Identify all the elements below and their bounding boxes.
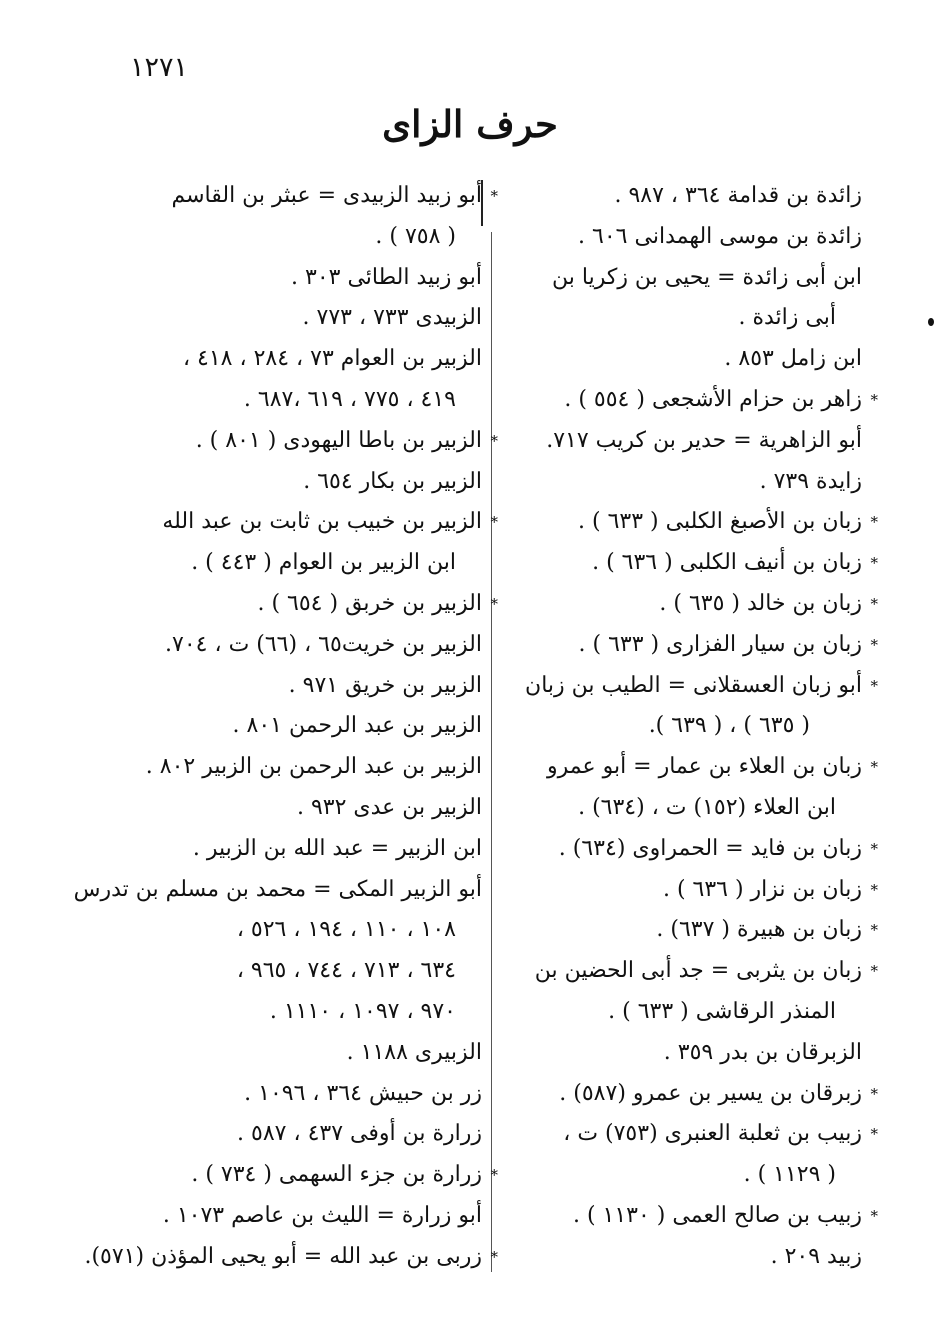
entry-text: زرارة بن جزء السهمى ( ٧٣٤ ) . [191,1162,482,1188]
asterisk-mark: * [870,554,878,573]
entry-text: أبو زرارة = الليث بن عاصم ١٠٧٣ . [162,1202,482,1228]
entry-text: زبان بن سيار الفزارى ( ٦٣٣ ) . [578,631,862,657]
entry-text: زبيب بن صالح العمى ( ١١٣٠ ) . [572,1202,862,1228]
asterisk-mark: * [870,676,878,695]
entry-text: المنذر الرقاشى ( ٦٣٣ ) . [608,998,836,1024]
index-entry [118,747,482,788]
index-entry [118,788,482,829]
asterisk-mark: * [870,962,878,981]
entry-text: زبيب بن ثعلبة العنبرى (٧٥٣) ت ، [563,1121,862,1147]
entry-text: ٦٣٤ ، ٧١٣ ، ٧٤٤ ، ٩٦٥ ، [236,958,456,984]
asterisk-mark: * [870,513,878,532]
asterisk-mark: * [490,513,498,532]
index-entry [118,176,498,217]
index-entry [500,1237,862,1278]
entry-text: ابن الزبير = عبد الله بن الزبير . [192,835,482,861]
index-entry [118,1155,498,1196]
index-entry [500,910,878,951]
entry-text: أبو زبان العسقلانى = الطيب بن زبان [525,672,862,698]
entry-text: ابن زامل ٨٥٣ . [724,346,862,372]
index-entry [500,176,862,217]
asterisk-mark: * [870,1206,878,1225]
asterisk-mark: * [870,1084,878,1103]
asterisk-mark: * [490,1247,498,1266]
index-entry [73,870,482,911]
entry-text: الزبير بن عبد الرحمن ٨٠١ . [232,713,482,739]
entry-text: زبيد ٢٠٩ . [770,1243,862,1269]
entry-text: زبان بن خالد ( ٦٣٥ ) . [659,590,862,616]
entry-text: ابن أبى زائدة = يحيى بن زكريا بن [552,264,862,290]
index-entry [500,298,862,339]
index-entry [118,706,482,747]
index-entry [500,788,862,829]
index-entry [500,421,862,462]
index-entry [84,1237,498,1278]
entry-text: زبرقان بن يسير بن عمرو (٥٨٧) . [559,1080,862,1106]
index-entry [500,829,878,870]
index-entry [118,298,482,339]
asterisk-mark: * [490,187,498,205]
asterisk-mark: * [870,635,878,654]
index-entry [118,584,498,625]
entry-text: أبو زبيد الزبيدى = عبثر بن القاسم [171,183,482,208]
index-entry [500,747,878,788]
index-entry [500,1033,862,1074]
entry-text: زبان بن أنيف الكلبى ( ٦٣٦ ) . [592,550,862,576]
asterisk-mark: * [870,921,878,940]
index-entry [118,910,482,951]
index-entry [500,217,862,258]
index-entry [500,462,862,503]
entry-text: الزبير بن خريت٦٥ ، (٦٦) ت ، ٧٠٤. [165,631,482,657]
index-entry [500,1074,878,1115]
index-entry [500,339,862,380]
index-entry [118,1114,482,1155]
index-entry [118,625,482,666]
index-entry [500,258,862,299]
index-entry [118,1196,482,1237]
index-entry [500,870,878,911]
entry-text: زرارة بن أوفى ٤٣٧ ، ٥٨٧ . [237,1121,482,1147]
right-column [500,176,878,1278]
entry-text: ١٠٨ ، ١١٠ ، ١٩٤ ، ٥٢٦ ، [236,917,456,943]
entry-text: زبان بن العلاء بن عمار = أبو عمرو [546,754,862,780]
index-entry [118,1033,482,1074]
entry-text: ( ٧٥٨ ) . [375,223,456,249]
entry-text: الزبير بن عبد الرحمن بن الزبير ٨٠٢ . [145,754,482,780]
asterisk-mark: * [490,1166,498,1185]
margin-mark [928,318,934,326]
asterisk-mark: * [870,1125,878,1144]
index-entry [500,1196,878,1237]
entry-text: أبو زبيد الطائى ٣٠٣ . [291,264,482,290]
entry-text: الزبير بن العوام ٧٣ ، ٢٨٤ ، ٤١٨ ، [182,346,482,372]
entry-text: زبان بن فايد = الحمراوى (٦٣٤) . [558,835,862,861]
index-entry [500,992,862,1033]
asterisk-mark: * [870,594,878,613]
index-entry [118,1074,482,1115]
index-entry [500,706,862,747]
index-entry [118,666,482,707]
entry-text: زربى بن عبد الله = أبو يحيى المؤذن (٥٧١). [84,1243,482,1269]
index-entry [500,502,878,543]
index-entry [118,462,482,503]
entry-text: زبان بن يثربى = جد أبى الحضين بن [534,958,862,984]
index-entry [118,992,482,1033]
entry-text: زبان بن هبيرة ( ٦٣٧) . [656,917,862,943]
entry-text: زبان بن الأصبغ الكلبى ( ٦٣٣ ) . [578,509,862,535]
entry-text: الزبير بن خبيب بن ثابت بن عبد الله [162,509,482,535]
entry-text: الزبير بن عدى ٩٣٢ . [296,794,482,820]
section-title: حرف الزاى [382,102,558,146]
entry-text: ٤١٩ ، ٧٧٥ ، ٦١٩ ،٦٨٧ . [243,386,456,412]
index-entry [118,380,482,421]
asterisk-mark: * [870,758,878,777]
index-entry [118,421,498,462]
left-column [73,176,498,1278]
index-entry [500,380,878,421]
entry-text: الزبير بن بكار ٦٥٤ . [303,468,482,494]
entry-text: ابن الزبير بن العوام ( ٤٤٣ ) . [191,550,456,576]
asterisk-mark: * [870,839,878,858]
entry-text: أبو الزبير المكى = محمد بن مسلم بن تدرس [73,876,482,902]
index-entry [118,829,482,870]
entry-text: ( ١١٢٩ ) . [743,1162,836,1188]
entry-text: الزبير بن باطا اليهودى ( ٨٠١ ) . [195,427,482,453]
entry-text: أبو الزاهرية = حدير بن كريب ٧١٧. [546,427,862,453]
entry-text: الزبيدى ٧٣٣ ، ٧٧٣ . [302,305,482,331]
entry-text: زائدة بن موسى الهمدانى ٦٠٦ . [578,223,862,249]
entry-text: زاهر بن حزام الأشجعى ( ٥٥٤ ) . [564,386,862,412]
index-entry [500,543,878,584]
entry-text: الزبيرى ١١٨٨ . [346,1039,482,1065]
column-divider [491,232,492,1272]
entry-text: زبان بن نزار ( ٦٣٦ ) . [662,876,862,902]
entry-text: زائدة بن قدامة ٣٦٤ ، ٩٨٧ . [614,183,862,208]
index-entry [118,217,482,258]
index-entry [118,339,482,380]
entry-text: ابن العلاء (١٥٢) ت ، (٦٣٤) . [578,794,836,820]
entry-text: زايدة ٧٣٩ . [759,468,862,494]
index-entry [118,502,498,543]
index-entry [500,625,878,666]
asterisk-mark: * [870,880,878,899]
index-entry [500,1155,862,1196]
index-entry [118,543,482,584]
asterisk-mark: * [490,431,498,450]
entry-text: ( ٦٣٥ ) ، ( ٦٣٩ ). [648,713,810,739]
asterisk-mark: * [870,390,878,409]
entry-text: الزبير بن خربق ( ٦٥٤ ) . [257,590,482,616]
index-entry [118,258,482,299]
entry-text: الزبرقان بن بدر ٣٥٩ . [663,1039,862,1065]
index-entry [500,584,878,625]
index-entry [500,666,878,707]
asterisk-mark: * [490,594,498,613]
entry-text: ٩٧٠ ، ١٠٩٧ ، ١١١٠ . [269,998,456,1024]
entry-text: الزبير بن خريق ٩٧١ . [288,672,482,698]
entry-text: زر بن حبيش ٣٦٤ ، ١٠٩٦ . [244,1080,482,1106]
page-number: ١٢٧١ [130,52,189,83]
index-entry [500,1114,878,1155]
index-entry [500,951,878,992]
index-entry [118,951,482,992]
entry-text: أبى زائدة . [738,305,836,331]
